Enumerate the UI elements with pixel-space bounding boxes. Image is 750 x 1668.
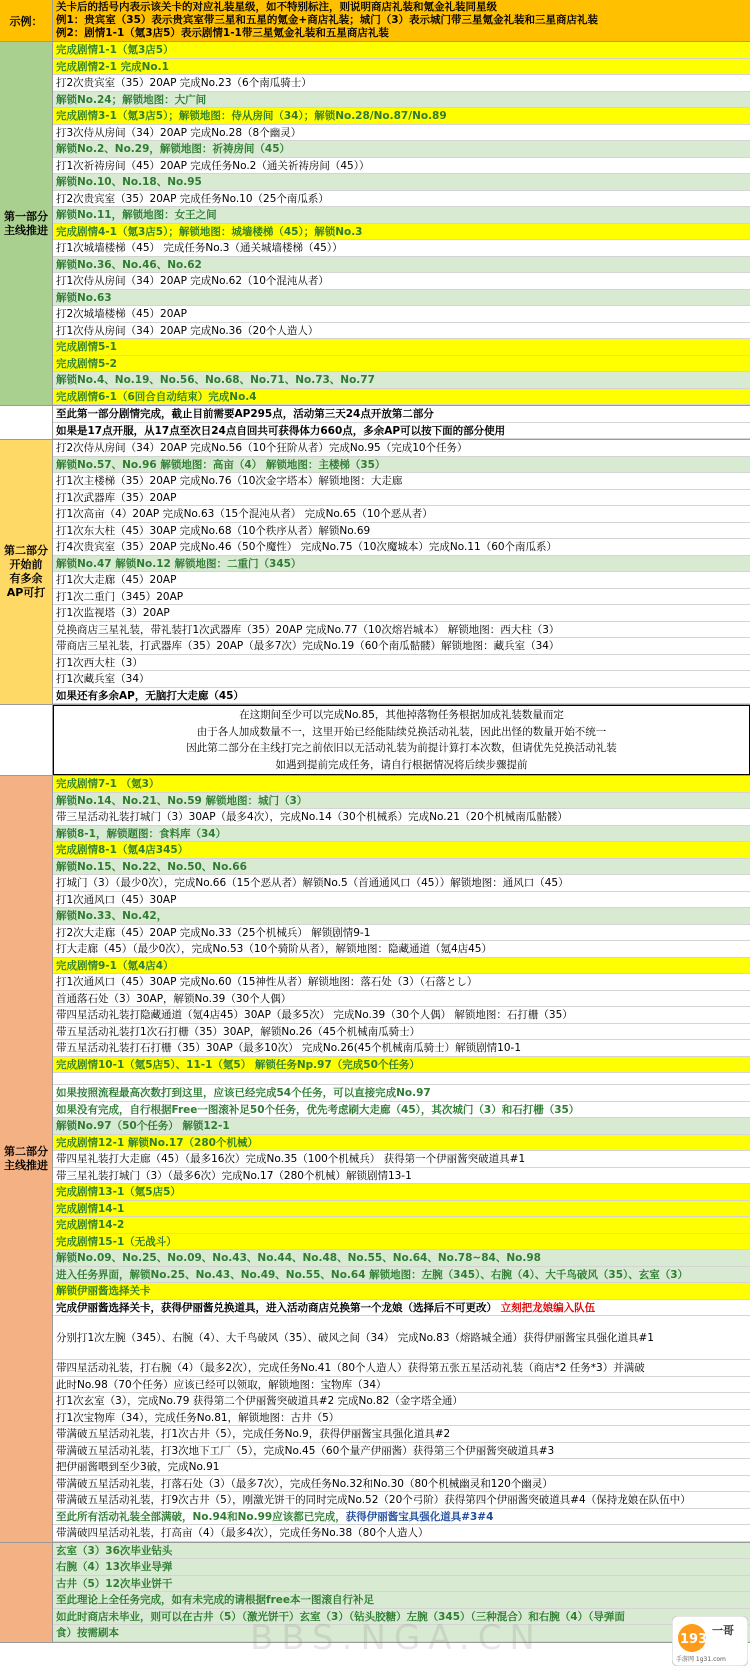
step-row [53, 1234, 750, 1251]
step-text: 打1次东大柱（45）30AP 完成No.68（10个秩序从者）解锁No.69 [56, 524, 371, 537]
step-text: 至此所有活动礼装全部满破，No.94和No.99应该都已完成， [56, 1510, 346, 1523]
step-row [53, 306, 750, 323]
step-text: 打2次贵宾室（35）20AP 完成No.23（6个南瓜骑士） [56, 77, 312, 89]
note-line: 由于各人加成数量不一，这里开始已经能陆续兑换活动礼装，因此出怪的数量开始不统一 [196, 725, 607, 738]
step-text: 带三星礼装打城门（3）（最多6次）完成No.17（280个机械）解锁剧情13-1 [56, 1169, 412, 1182]
step-row [53, 59, 750, 76]
section-rows [53, 440, 750, 704]
step-text: 打3次侍从房间（34）20AP 完成No.28（8个幽灵） [56, 126, 302, 139]
step-text: 打4次贵宾室（35）20AP 完成No.46（50个魔性） 完成No.75（10次魔城本）完成No.11（60个南瓜系） [56, 541, 558, 553]
step-row [53, 290, 750, 307]
step-text: 完成剧情4-1（氪3店5）；解锁地图：城墙楼梯（45）；解锁No.3 [56, 225, 363, 238]
step-row [53, 1024, 750, 1041]
example-line: 例1：贵宾室（35）表示贵宾室带三星和五星的氪金+商店礼装；城门（3）表示城门带三星氪金礼装和三星商店礼装 [56, 14, 599, 26]
step-row [53, 605, 750, 622]
step-text: 打1次大走廊（45）20AP [56, 574, 177, 586]
step-text: 打1次城墙楼梯（45） 完成任务No.3（通关城墙楼梯（45）） [56, 242, 343, 254]
step-text: 带五星活动礼装打1次石打栅（35）30AP，解锁No.26（45个机械南瓜骑士） [56, 1025, 421, 1038]
section-label: 第二部分 开始前 有多余 AP可打 [0, 440, 53, 704]
step-row [53, 1040, 750, 1057]
step-text: 带满破五星活动礼装，打1次古井（5），完成任务No.9，获得伊丽酱宝具强化道具#2 [56, 1428, 451, 1440]
step-text: 完成剧情1-1（氪3店5） [56, 44, 174, 56]
step-row [53, 92, 750, 109]
step-text: 带三星活动礼装打城门（3）30AP（最多4次），完成No.14（30个机械系）完成No.21（20个机械南瓜骷髅） [56, 811, 568, 823]
step-text: 解锁No.36、No.46、No.62 [56, 258, 202, 271]
step-text: 解锁No.2、No.29，解锁地图：祈祷房间（45） [56, 143, 291, 155]
step-text: 解锁8-1，解锁题图：食料库（34） [56, 827, 227, 840]
step-text: 解锁No.47 解锁No.12 解锁地图：二重门（345） [56, 557, 302, 570]
step-text: 打1次武器库（35）20AP [56, 491, 177, 504]
step-row [53, 273, 750, 290]
step-row [53, 523, 750, 540]
step-row [53, 1118, 750, 1135]
example-line: 关卡后的括号内表示该关卡的对应礼装星级，如不特别标注，则说明商店礼装和氪金礼装同星级 [56, 1, 497, 13]
step-row [53, 1426, 750, 1443]
step-text: 此时No.98（70个任务）应该已经可以领取，解锁地图：宝物库（34） [56, 1378, 387, 1391]
step-text: 解锁No.15、No.22、No.50、No.66 [56, 860, 247, 873]
step-text: 带四星活动礼装打隐藏通道（氪4店45）30AP（最多5次） 完成No.39（30个人偶） 解锁地图：石打栅（35） [56, 1009, 573, 1021]
step-text: 打1次祈祷房间（45）20AP 完成任务No.2（通关祈祷房间（45）） [56, 159, 370, 172]
step-row [53, 240, 750, 257]
step-text: 完成剧情13-1（氪5店5） [56, 1186, 181, 1198]
step-row [53, 974, 750, 991]
step-row [53, 1443, 750, 1460]
step-row [53, 1217, 750, 1234]
step-row [53, 842, 750, 859]
step-text: 打2次城墙楼梯（45）20AP [56, 308, 187, 320]
section-label: 第二部分 主线推进 [0, 776, 53, 1542]
step-text: 完成剧情3-1（氪3店5）；解锁地图：侍从房间（34）；解锁No.28/No.87/No.89 [56, 110, 447, 122]
step-row [53, 75, 750, 92]
site-logo-icon [672, 1616, 748, 1666]
step-row [53, 793, 750, 810]
step-text: 打1次玄室（3），完成No.79 获得第二个伊丽酱突破道具#2 完成No.82（金字塔全通） [56, 1395, 463, 1407]
step-row [53, 925, 750, 942]
step-row [53, 356, 750, 373]
step-text: 打1次藏兵室（34） [56, 673, 150, 685]
step-row [53, 1151, 750, 1168]
step-row [53, 1283, 750, 1300]
step-row [53, 875, 750, 892]
step-text: 完成剧情6-1（6回合自动结束）完成No.4 [56, 390, 257, 403]
footer-line: 食）按需刷本 [53, 1625, 750, 1642]
step-row [53, 1250, 750, 1267]
step-row [53, 257, 750, 274]
step-text: 完成剧情12-1 解锁No.17（280个机械） [56, 1136, 258, 1149]
interlude-label [0, 406, 53, 439]
step-row [53, 776, 750, 793]
note-line: 如遇到提前完成任务，请自行根据情况将后续步骤提前 [275, 758, 528, 771]
footer-line: 古井（5）12次毕业饼干 [53, 1576, 750, 1593]
footer-line: 至此理论上全任务完成，如有未完成的请根据free本一图滚自行补足 [53, 1592, 750, 1609]
step-text: 带四星礼装打大走廊（45）（最多16次）完成No.35（100个机械兵） 获得第一个伊丽酱突破道具#1 [56, 1153, 526, 1165]
step-text: 打1次西大柱（3） [56, 656, 143, 669]
step-text: 带四星活动礼装，打右腕（4）（最多2次），完成任务No.41（80个人造人）获得第五张五星活动礼装（商店*2 任务*3）并满破 [56, 1362, 645, 1374]
step-row [53, 958, 750, 975]
step-row [53, 1377, 750, 1394]
step-row [53, 174, 750, 191]
interlude-line: 至此第一部分剧情完成，截止目前需要AP295点，活动第三天24点开放第二部分 [53, 406, 750, 423]
step-text: 解锁No.63 [56, 291, 112, 304]
step-row [53, 125, 750, 142]
step-row [53, 1184, 750, 1201]
step-text: 打大走廊（45）（最少0次），完成No.53（10个骑阶从者），解锁地图：隐藏通道（氪4店45） [56, 943, 492, 955]
step-row [53, 622, 750, 639]
step-text: 打1次侍从房间（34）20AP 完成No.36（20个人造人） [56, 324, 319, 337]
step-row [53, 1525, 750, 1542]
note-line: 因此第二部分在主线打完之前依旧以无活动礼装为前提计算打本次数，但请优先兑换活动礼装 [186, 742, 617, 754]
step-text: 完成剧情15-1（无战斗） [56, 1235, 177, 1248]
step-text: 完成剧情8-1（氪4店345） [56, 844, 189, 856]
step-text: 带满破五星活动礼装，打3次地下工厂（5），完成No.45（60个量产伊丽酱）获得第三个伊丽酱突破道具#3 [56, 1444, 555, 1457]
step-text: 打1次通风口（45）30AP [56, 893, 177, 906]
step-text: 解锁No.14、No.21、No.59 解锁地图：城门（3） [56, 794, 308, 807]
step-row [53, 1459, 750, 1476]
step-row [53, 1168, 750, 1185]
section-rows [53, 42, 750, 405]
step-row [53, 809, 750, 826]
step-text: 带满破五星活动礼装，打落石处（3）（最多7次），完成任务No.32和No.30（80个机械幽灵和120个幽灵） [56, 1477, 553, 1490]
step-row [53, 108, 750, 125]
step-text: 把伊丽酱喂到至少3破，完成No.91 [56, 1461, 220, 1473]
step-text: 完成剧情2-1 完成No.1 [56, 60, 169, 73]
interlude-block [0, 406, 750, 440]
step-text: 解锁No.97（50个任务） 解锁12-1 [56, 1120, 230, 1132]
step-row [53, 556, 750, 573]
step-text: 解锁No.09、No.25、No.09、No.43、No.44、No.48、No.55、No.64、No.78~84、No.98 [56, 1252, 541, 1264]
step-text: 首通落石处（3）30AP，解锁No.39（30个人偶） [56, 992, 292, 1005]
step-row [53, 224, 750, 241]
step-row [53, 1073, 750, 1085]
example-header [0, 0, 750, 42]
step-text: 打城门（3）（最少0次），完成No.66（15个恶从者）解锁No.5（首通通风口（45））解锁地图：通风口（45） [56, 877, 569, 889]
step-text: 打1次二重门（345）20AP [56, 590, 184, 603]
step-row [53, 1410, 750, 1427]
step-row [53, 1135, 750, 1152]
interlude-line: 如果是17点开服，从17点至次日24点自回共可获得体力660点，多余AP可以按下面的部分使用 [53, 423, 750, 440]
step-text: 打1次侍从房间（34）20AP 完成No.62（10个混沌从者） [56, 275, 329, 287]
step-text: 带满破四星活动礼装，打高亩（4）（最多4次），完成任务No.38（80个人造人） [56, 1527, 429, 1539]
step-row [53, 207, 750, 224]
step-text: 解锁No.10、No.18、No.95 [56, 176, 202, 188]
step-row [53, 1492, 750, 1509]
step-text: 打1次通风口（45）30AP 完成No.60（15神性从者）解锁地图：落石处（3）（石落とし） [56, 976, 478, 988]
watermark-text: BBS.NGA.CN [250, 1618, 543, 1658]
step-row [53, 440, 750, 457]
step-text: 打1次高亩（4）20AP 完成No.63（15个混沌从者） 完成No.65（10个恶从者） [56, 508, 433, 520]
step-row [53, 892, 750, 909]
step-text: 打2次贵宾室（35）20AP 完成任务No.10（25个南瓜系） [56, 192, 329, 205]
highlight-text: 立刻把龙娘编入队伍 [500, 1301, 596, 1314]
step-text: 如果按照流程最高次数打到这里，应该已经完成54个任务，可以直接完成No.97 [56, 1087, 431, 1099]
step-text: 完成剧情7-1 （氪3） [56, 778, 160, 790]
step-text: 完成剧情5-2 [56, 357, 117, 370]
step-text: 分别打1次左腕（345）、右腕（4）、大千鸟破风（35）、破风之间（34） 完成No.83（熔路城全通）获得伊丽酱宝具强化道具#1 [56, 1332, 654, 1344]
step-row [53, 638, 750, 655]
step-row [53, 158, 750, 175]
logo-sub: 一哥 [712, 1624, 734, 1637]
step-row [53, 589, 750, 606]
note-box [53, 705, 750, 775]
step-row [53, 1085, 750, 1102]
step-row [53, 372, 750, 389]
step-row [53, 572, 750, 589]
step-text: 打1次宝物库（34），完成任务No.81，解锁地图：古井（5） [56, 1411, 340, 1424]
step-text: 解锁No.4、No.19、No.56、No.68、No.71、No.73、No.77 [56, 374, 375, 386]
step-text: 兑换商店三星礼装，带礼装打1次武器库（35）20AP 完成No.77（10次熔岩城本） 解锁地图：西大柱（3） [56, 623, 560, 636]
step-text: 解锁No.33、No.42， [56, 910, 168, 922]
step-text: 解锁No.24；解锁地图：大广间 [56, 93, 207, 106]
footer-line: 右腕（4）13次毕业导弹 [53, 1559, 750, 1576]
step-text: 打1次主楼梯（35）20AP 完成No.76（10次金字塔本）解锁地图：大走廊 [56, 475, 403, 487]
step-row [53, 539, 750, 556]
step-row [53, 1057, 750, 1074]
step-text: 带满破五星活动礼装，打9次古井（5），刚激光饼干的同时完成No.52（20个弓阶）获得第四个伊丽酱突破道具#4（保持龙娘在队伍中） [56, 1494, 691, 1506]
step-text: 完成剧情14-2 [56, 1219, 125, 1231]
step-row [53, 1476, 750, 1493]
step-text: 打2次大走廊（45）20AP 完成No.33（25个机械兵） 解锁剧情9-1 [56, 926, 371, 939]
step-row [53, 506, 750, 523]
step-text: 打1次监视塔（3）20AP [56, 607, 170, 619]
logo-number: 1937 [680, 1632, 717, 1647]
step-row [53, 323, 750, 340]
step-row [53, 826, 750, 843]
step-row [53, 991, 750, 1008]
step-row [53, 1201, 750, 1218]
step-row [53, 42, 750, 59]
step-row [53, 1267, 750, 1284]
step-text: 解锁伊丽酱选择关卡 [56, 1285, 151, 1297]
logo-sub2: 手游网 1g31.com [676, 1656, 726, 1663]
step-text: 带商店三星礼装，打武器库（35）20AP（最多7次）完成No.19（60个南瓜骷髅）解锁地图：藏兵室（34） [56, 640, 560, 652]
step-text: 完成剧情14-1 [56, 1202, 125, 1215]
section-part1-main [0, 42, 750, 406]
step-text: 完成剧情9-1（氪4店4） [56, 959, 174, 972]
step-row [53, 1102, 750, 1119]
step-row [53, 1393, 750, 1410]
step-row [53, 941, 750, 958]
step-row [53, 389, 750, 406]
step-text: 如果还有多余AP，无脑打大走廊（45） [56, 689, 244, 702]
step-row [53, 655, 750, 672]
step-row [53, 1007, 750, 1024]
step-text: 完成伊丽酱选择关卡，获得伊丽酱兑换道具，进入活动商店兑换第一个龙娘（选择后不可更改） [56, 1301, 497, 1314]
step-row [53, 908, 750, 925]
step-row [53, 859, 750, 876]
step-row [53, 1509, 750, 1526]
section-part2-main [0, 776, 750, 1543]
step-row [53, 1360, 750, 1377]
footer-line: 玄室（3）36次毕业钻头 [53, 1543, 750, 1560]
highlight-text: 获得伊丽酱宝具强化道具#3#4 [345, 1510, 494, 1523]
section-rows [53, 776, 750, 1542]
note-line: 在这期间至少可以完成No.85，其他掉落物任务根据加成礼装数量而定 [239, 709, 564, 721]
step-row [53, 1300, 750, 1317]
step-row [53, 141, 750, 158]
example-line: 例2：剧情1-1（氪3店5）表示剧情1-1带三星氪金礼装和五星商店礼装 [56, 27, 389, 39]
step-text: 完成剧情10-1（氪5店5）、11-1（氪5） 解锁任务Np.97（完成50个任务） [56, 1058, 420, 1071]
step-row [53, 490, 750, 507]
step-row [53, 473, 750, 490]
step-row [53, 457, 750, 474]
step-row [53, 1316, 750, 1360]
step-text: 进入任务界面，解锁No.25、No.43、No.49、No.55、No.64 解锁地图：左腕（345）、右腕（4）、大千鸟破风（35）、玄室（3） [56, 1268, 689, 1281]
example-lines [53, 0, 750, 41]
note-block [0, 705, 750, 776]
step-text: 打2次侍从房间（34）20AP 完成No.56（10个狂阶从者）完成No.95（完成10个任务） [56, 442, 468, 454]
section-label: 第一部分 主线推进 [0, 42, 53, 405]
example-label: 示例： [0, 0, 53, 41]
step-row [53, 688, 750, 705]
step-text: 如果没有完成，自行根据Free一图滚补足50个任务，优先考虑刷大走廊（45），其次城门（3）和石打栅（35） [56, 1103, 580, 1116]
step-text: 带五星活动礼装打石打栅（35）30AP（最多10次） 完成No.26(45个机械南瓜骑士）解锁剧情10-1 [56, 1042, 522, 1054]
step-text: 解锁No.57、No.96 解锁地图：高亩（4） 解锁地图：主楼梯（35） [56, 458, 386, 471]
step-row [53, 191, 750, 208]
step-text: 完成剧情5-1 [56, 341, 117, 353]
section-part2-extra-ap [0, 440, 750, 705]
step-row [53, 339, 750, 356]
step-text: 解锁No.11，解锁地图：女王之间 [56, 209, 217, 221]
step-row [53, 671, 750, 688]
footer-line: 如此时商店未毕业，则可以在古井（5）（激光饼干）玄室（3）（钻头胶糖）左腕（345）（三种混合）和右腕（4）（导弹面 [53, 1609, 750, 1626]
